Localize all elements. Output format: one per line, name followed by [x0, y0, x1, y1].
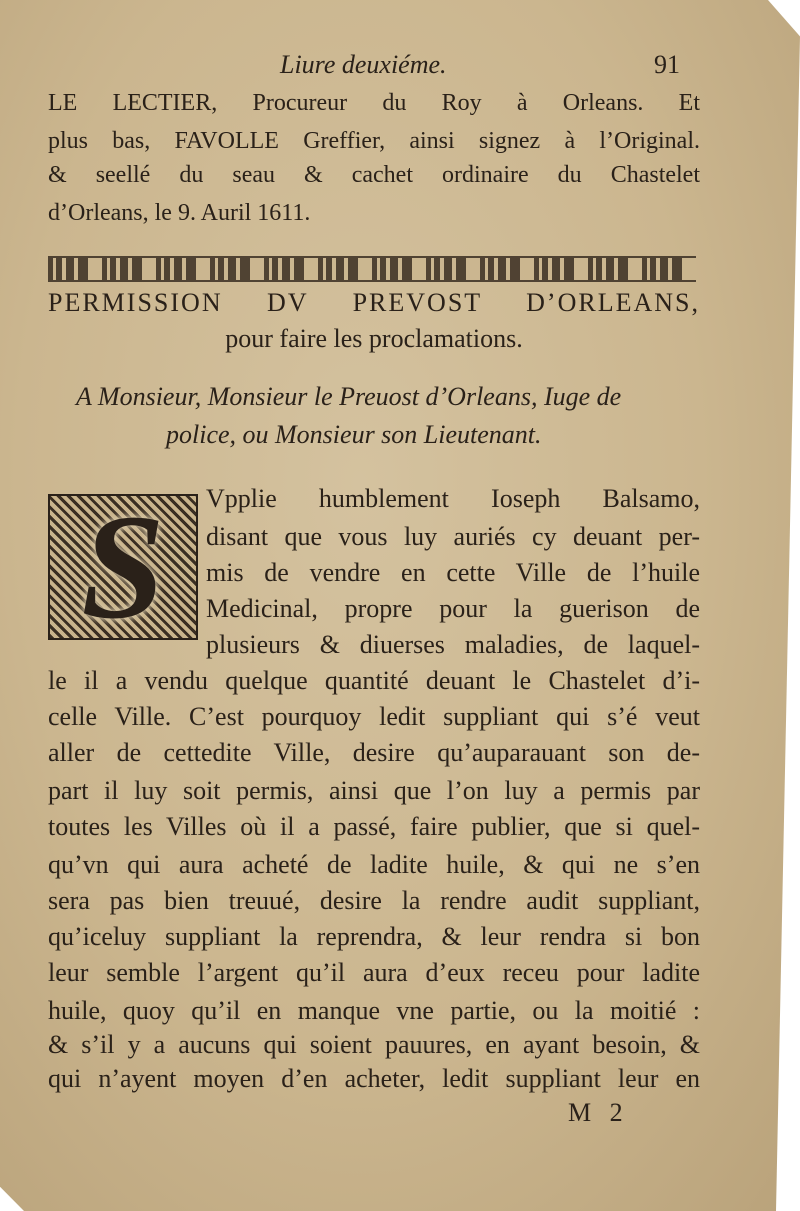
- address-line-2: police, ou Monsieur son Lieutenant.: [166, 420, 542, 449]
- body-line-15: huile, quoy qu’il en manque vne partie, ou la moitié :: [48, 996, 700, 1025]
- top-line-1: LE LECTIER, Procureur du Roy à Orleans. Et: [48, 90, 700, 116]
- body-line-11: qu’vn qui aura acheté de ladite huile, & qui ne s’en: [48, 850, 700, 879]
- page-number: 91: [654, 50, 680, 79]
- body-line-12: sera pas bien treuué, desire la rendre audit suppliant,: [48, 886, 700, 915]
- body-line-1: Vpplie humblement Ioseph Balsamo,: [206, 484, 700, 513]
- body-line-3: mis de vendre en cette Ville de l’huile: [206, 558, 700, 587]
- body-line-13: qu’iceluy suppliant la reprendra, & leur rendra si bon: [48, 922, 700, 951]
- address-line-1: A Monsieur, Monsieur le Preuost d’Orleans, Iuge de: [76, 382, 622, 411]
- body-line-9: part il luy soit permis, ainsi que l’on luy a permis par: [48, 776, 700, 805]
- signature-mark: M 2: [568, 1098, 629, 1127]
- top-line-2: plus bas, FAVOLLE Greffier, ainsi signez à l’Original.: [48, 128, 700, 154]
- body-line-10: toutes les Villes où il a passé, faire publier, que si quel-: [48, 812, 700, 841]
- top-line-4: d’Orleans, le 9. Auril 1611.: [48, 200, 311, 226]
- body-line-16: & s’il y a aucuns qui soient pauures, en ayant besoin, &: [48, 1030, 700, 1059]
- section-title: PERMISSION DV PREVOST D’ORLEANS,: [48, 288, 700, 317]
- body-line-4: Medicinal, propre pour la guerison de: [206, 594, 700, 623]
- decorated-initial: [48, 484, 198, 650]
- body-line-7: celle Ville. C’est pourquoy ledit suppliant qui s’é veut: [48, 702, 700, 731]
- body-line-17: qui n’ayent moyen d’en acheter, ledit suppliant leur en: [48, 1064, 700, 1093]
- body-line-5: plusieurs & diuerses maladies, de laquel-: [206, 630, 700, 659]
- body-line-2: disant que vous luy auriés cy deuant per-: [206, 522, 700, 551]
- running-title: Liure deuxiéme.: [280, 50, 447, 79]
- section-subtitle: pour faire les proclamations.: [225, 324, 523, 353]
- top-line-3: & seellé du seau & cachet ordinaire du Chastelet: [48, 162, 700, 188]
- body-line-14: leur semble l’argent qu’il aura d’eux receu pour ladite: [48, 958, 700, 987]
- dropcap-letter: S: [81, 484, 165, 650]
- body-line-8: aller de cettedite Ville, desire qu’auparauant son de-: [48, 738, 700, 767]
- body-line-6: le il a vendu quelque quantité deuant le Chastelet d’i-: [48, 666, 700, 695]
- ornament-band: [48, 256, 696, 282]
